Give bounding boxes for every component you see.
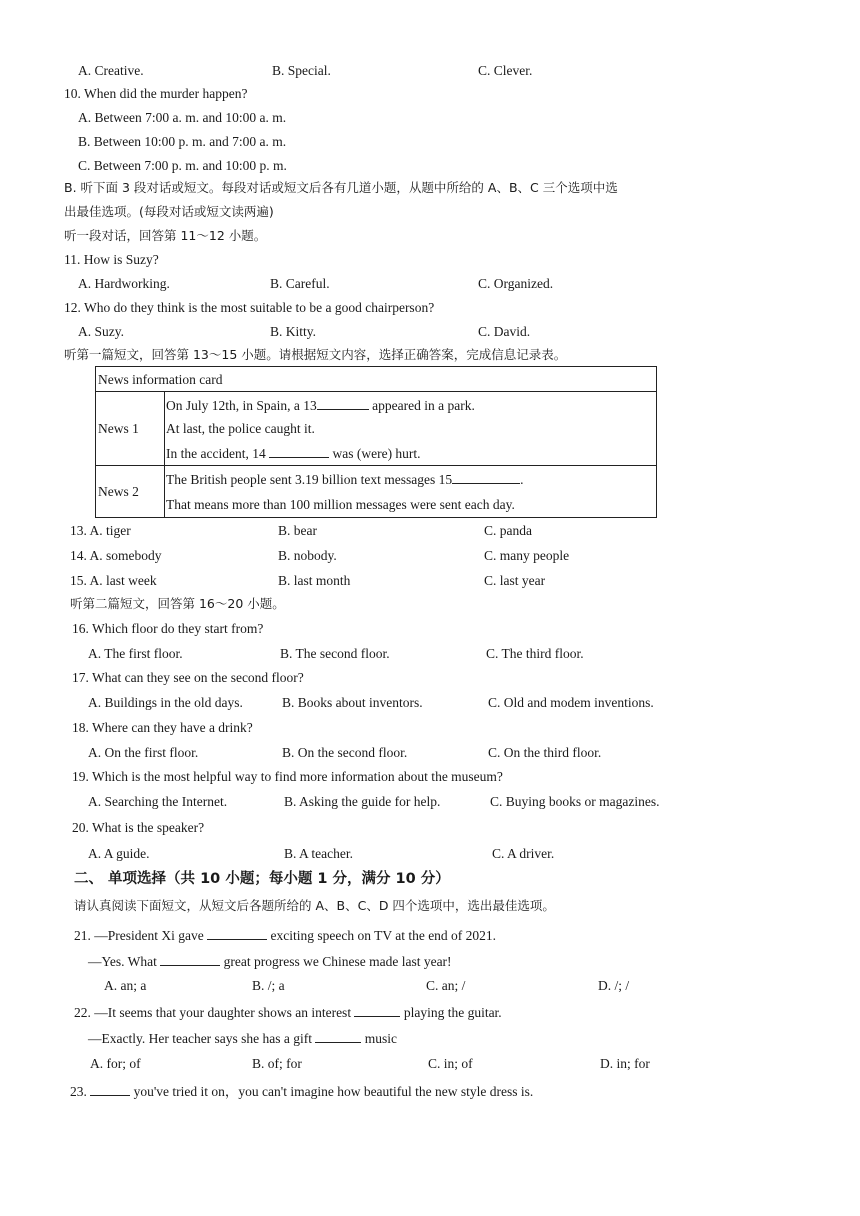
q16-option-c: C. The third floor. (486, 646, 584, 661)
q23-line (70, 1084, 533, 1099)
q19-question: 19. Which is the most helpful way to find more information about the museum? (72, 769, 503, 784)
answer-blank-22a[interactable] (354, 1005, 400, 1017)
q20-option-a: A. A guide. (88, 846, 150, 861)
q14-option-a: 14. A. somebody (70, 548, 162, 563)
q19-option-b: B. Asking the guide for help. (284, 794, 441, 809)
q15-option-c: C. last year (484, 573, 546, 588)
q23-number: 23. (70, 1084, 87, 1099)
q22-line2 (88, 1031, 397, 1046)
q21-text-b: exciting speech on TV at the end of 2021. (270, 928, 497, 943)
q21-line2 (88, 954, 452, 969)
q20-question: 20. What is the speaker? (72, 820, 205, 835)
q11-option-a: A. Hardworking. (78, 276, 170, 291)
answer-blank-22b[interactable] (315, 1031, 361, 1043)
q23-text: you've tried it on，you can't imagine how beautiful the new style dress is. (133, 1084, 534, 1099)
news2-line1-period: . (520, 472, 524, 487)
q16-option-b: B. The second floor. (280, 646, 390, 661)
q21-text-d: great progress we Chinese made last year! (223, 954, 452, 969)
news1-line1-text-b: appeared in a park. (372, 398, 475, 413)
q22-option-c: C. in; of (428, 1056, 473, 1071)
news1-line3-text-a: In the accident, 14 (166, 446, 266, 461)
q17-option-c: C. Old and modem inventions. (488, 695, 654, 710)
q22-line1 (74, 1005, 502, 1020)
q22-text-d: music (364, 1031, 398, 1046)
q22-text-b: playing the guitar. (403, 1005, 502, 1020)
q13-option-c: C. panda (484, 523, 532, 538)
q14-option-b: B. nobody. (278, 548, 337, 563)
q19-option-c: C. Buying books or magazines. (490, 794, 660, 809)
q18-option-b: B. On the second floor. (282, 745, 408, 760)
section-b-instruction-line2: 出最佳选项。(每段对话或短文读两遍) (64, 204, 274, 219)
answer-blank-21a[interactable] (207, 928, 267, 940)
q14-option-c: C. many people (484, 548, 570, 563)
q19-option-a: A. Searching the Internet. (88, 794, 228, 809)
news1-line1-text-a: On July 12th, in Spain, a 13 (166, 398, 317, 413)
q21-option-a: A. an; a (104, 978, 147, 993)
q18-option-c: C. On the third floor. (488, 745, 602, 760)
q12-question: 12. Who do they think is the most suitable to be a good chairperson? (64, 300, 435, 315)
news2-line2: That means more than 100 million messages were sent each day. (166, 497, 515, 512)
q9-option-b: B. Special. (272, 63, 331, 78)
q22-text-c: —Exactly. Her teacher says she has a gift (88, 1031, 313, 1046)
q12-option-b: B. Kitty. (270, 324, 317, 339)
q11-question: 11. How is Suzy? (64, 252, 159, 267)
q13-option-a: 13. A. tiger (70, 523, 131, 538)
q22-option-b: B. of; for (252, 1056, 302, 1071)
news-information-card (95, 366, 657, 518)
news-card-title: News information card (98, 372, 223, 387)
q21-option-b: B. /; a (252, 978, 285, 993)
q12-option-a: A. Suzy. (78, 324, 124, 339)
news1-line2: At last, the police caught it. (166, 421, 315, 436)
table-column-divider (164, 391, 165, 517)
news2-label: News 2 (98, 484, 139, 499)
answer-blank-13[interactable] (317, 398, 369, 410)
q11-option-b: B. Careful. (270, 276, 330, 291)
q16-option-a: A. The first floor. (88, 646, 183, 661)
q22-text-a: 22. —It seems that your daughter shows an interest (74, 1005, 352, 1020)
answer-blank-21b[interactable] (160, 954, 220, 966)
q10-option-b: B. Between 10:00 p. m. and 7:00 a. m. (78, 134, 287, 149)
part2-heading: 二、 单项选择（共 10 小题；每小题 1 分，满分 10 分） (74, 871, 450, 887)
news1-label: News 1 (98, 421, 139, 436)
q17-option-a: A. Buildings in the old days. (88, 695, 243, 710)
q10-option-a: A. Between 7:00 a. m. and 10:00 a. m. (78, 110, 287, 125)
q10-option-c: C. Between 7:00 p. m. and 10:00 p. m. (78, 158, 287, 173)
q22-option-d: D. in; for (600, 1056, 650, 1071)
q15-option-a: 15. A. last week (70, 573, 157, 588)
q13-option-b: B. bear (278, 523, 317, 538)
part2-instruction: 请认真阅读下面短文，从短文后各题所给的 A、B、C、D 四个选项中，选出最佳选项。 (74, 898, 555, 913)
passage1-intro: 听第一篇短文，回答第 13～15 小题。请根据短文内容，选择正确答案，完成信息记录表。 (64, 347, 567, 362)
q18-option-a: A. On the first floor. (88, 745, 199, 760)
q9-option-c: C. Clever. (478, 63, 533, 78)
q12-option-c: C. David. (478, 324, 531, 339)
q18-question: 18. Where can they have a drink? (72, 720, 253, 735)
dialogue-intro: 听一段对话，回答第 11～12 小题。 (64, 228, 267, 243)
answer-blank-23[interactable] (90, 1084, 130, 1096)
q9-option-a: A. Creative. (78, 63, 144, 78)
table-divider (96, 465, 656, 466)
table-divider (96, 391, 656, 392)
q15-option-b: B. last month (278, 573, 351, 588)
q20-option-b: B. A teacher. (284, 846, 353, 861)
q21-line1 (74, 928, 496, 943)
news1-line3-text-b: was (were) hurt. (332, 446, 421, 461)
q22-option-a: A. for; of (90, 1056, 141, 1071)
q21-option-c: C. an; / (426, 978, 466, 993)
q21-text-c: —Yes. What (88, 954, 157, 969)
news2-line1-text-a: The British people sent 3.19 billion text messages 15 (166, 472, 453, 487)
q17-option-b: B. Books about inventors. (282, 695, 423, 710)
q17-question: 17. What can they see on the second floor? (72, 670, 304, 685)
q11-option-c: C. Organized. (478, 276, 554, 291)
news1-line3 (166, 446, 421, 461)
answer-blank-14[interactable] (269, 446, 329, 458)
answer-blank-15[interactable] (452, 472, 520, 484)
q16-question: 16. Which floor do they start from? (72, 621, 264, 636)
q21-option-d: D. /; / (598, 978, 630, 993)
q20-option-c: C. A driver. (492, 846, 555, 861)
news1-line1 (166, 398, 475, 413)
section-b-instruction-line1: B. 听下面 3 段对话或短文。每段对话或短文后各有几道小题，从题中所给的 A、B、C 三个选项中选 (64, 180, 618, 195)
news2-line1 (166, 472, 523, 487)
passage2-intro: 听第二篇短文，回答第 16～20 小题。 (70, 596, 285, 611)
q10-question: 10. When did the murder happen? (64, 86, 248, 101)
q21-text-a: 21. —President Xi gave (74, 928, 204, 943)
